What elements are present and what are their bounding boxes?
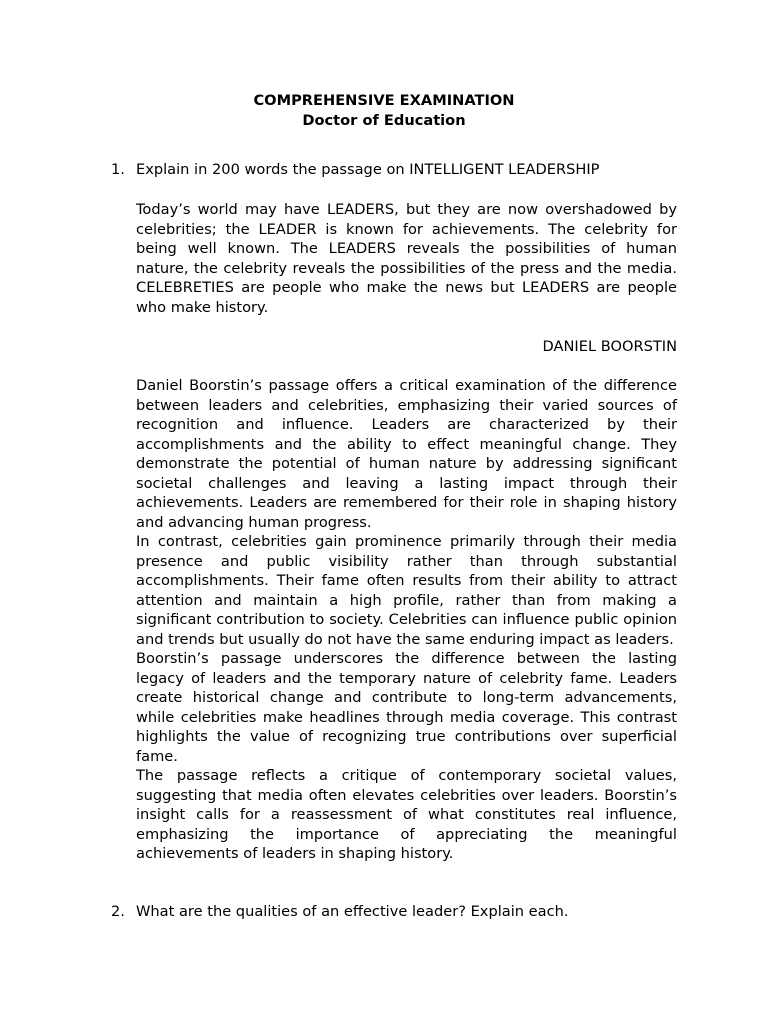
title-line-1: COMPREHENSIVE EXAMINATION — [253, 92, 515, 109]
essay-paragraph-4: The passage reflects a critique of contemporary societal values, suggesting that media often elevates celebrities over leaders. Boorstin’s insight calls for a reassessment of what constitutes real influence, emphasizing the importance of appreciating the meaningful achievements of leaders in shaping history. — [136, 767, 677, 862]
question-1-text: Explain in 200 words the passage on INTELLIGENT LEADERSHIP — [136, 161, 600, 178]
essay-paragraph-3: Boorstin’s passage underscores the difference between the lasting legacy of leaders and the temporary nature of celebrity fame. Leaders create historical change and contribute to long-term advancements, while celebrities make headlines through media coverage. This contrast highlights the value of recognizing true contributions over superficial fame. — [136, 650, 677, 765]
question-2-number: 2. — [111, 903, 125, 920]
essay-answer — [136, 376, 677, 864]
document-title — [0, 91, 768, 131]
question-2-text: What are the qualities of an effective leader? Explain each. — [136, 903, 569, 920]
essay-paragraph-1: Daniel Boorstin’s passage offers a critical examination of the difference between leaders and celebrities, emphasizing their varied sources of recognition and influence. Leaders are characterized by their accomplishments and the ability to effect meaningful change. They demonstrate the potential of human nature by addressing significant societal challenges and leaving a lasting impact through their achievements. Leaders are remembered for their role in shaping history and advancing human progress. — [136, 377, 677, 531]
question-1-number: 1. — [111, 161, 125, 178]
quoted-passage: Today’s world may have LEADERS, but they are now overshadowed by celebrities; the LEADER is known for achievements. The celebrity for being well known. The LEADERS reveals the possibilities of human nature, the celebrity reveals the possibilities of the press and the media. CELEBRETIES are people who make the news but LEADERS are people who make history. — [136, 201, 677, 316]
essay-paragraph-2: In contrast, celebrities gain prominence primarily through their media presence and public visibility rather than through substantial accomplishments. Their fame often results from their ability to attract attention and maintain a high profile, rather than from making a significant contribution to society. Celebrities can influence public opinion and trends but usually do not have the same enduring impact as leaders. — [136, 533, 677, 648]
passage-author: DANIEL BOORSTIN — [542, 338, 677, 355]
title-line-2: Doctor of Education — [302, 112, 466, 129]
